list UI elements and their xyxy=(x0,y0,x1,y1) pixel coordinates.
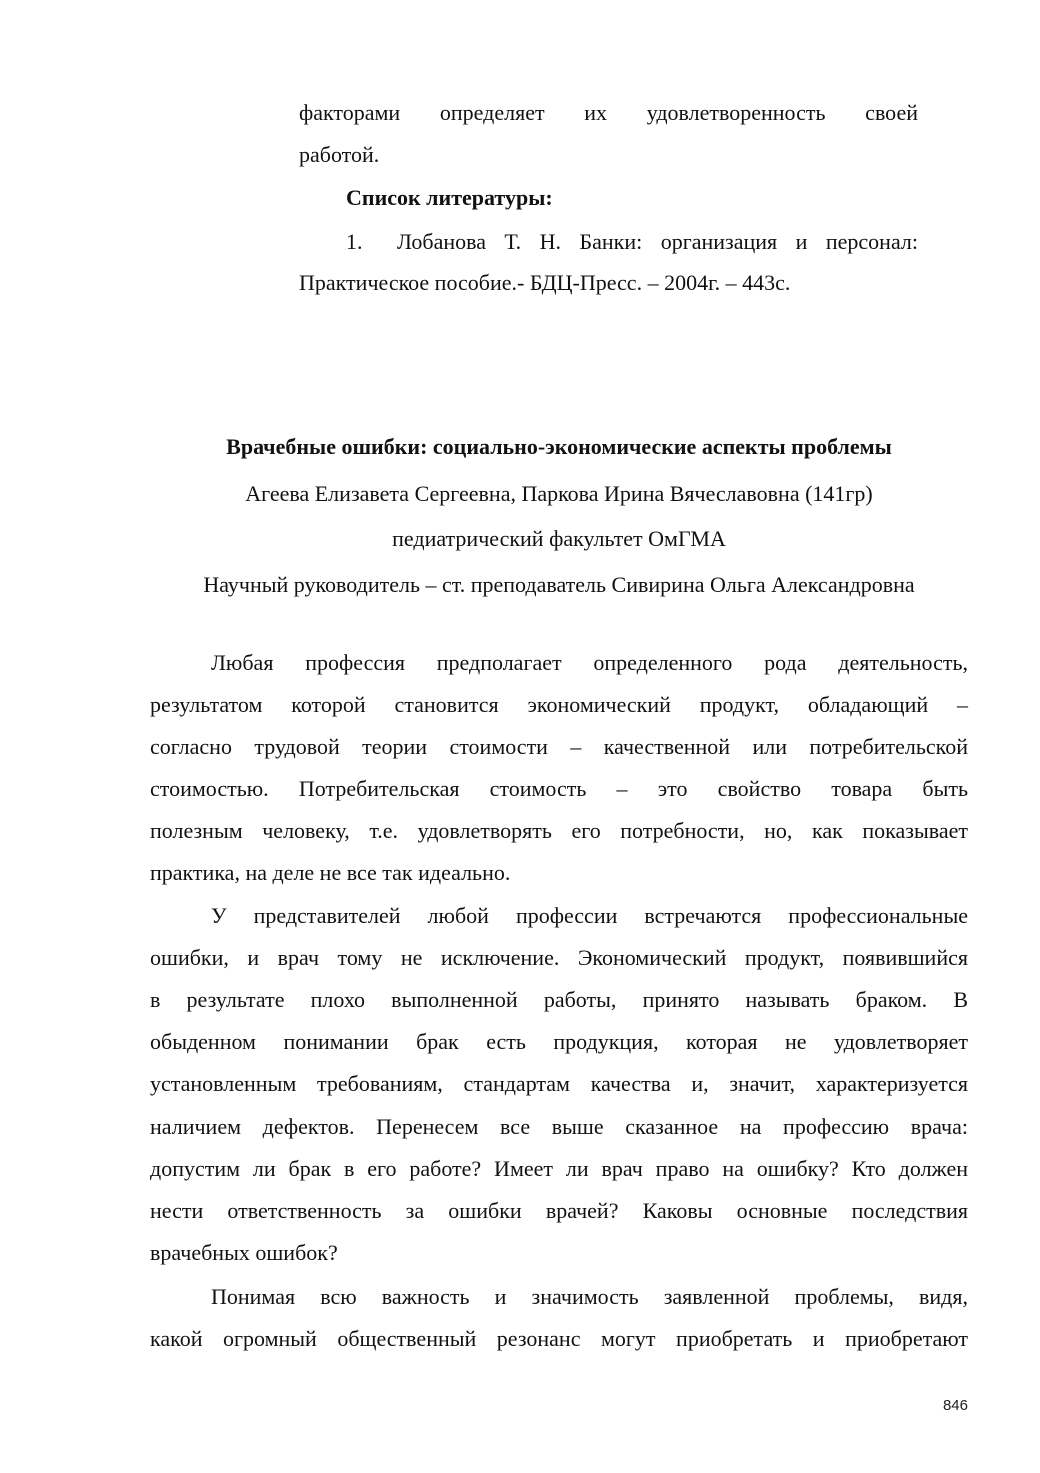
top-fragment-line-2: работой. xyxy=(299,142,380,167)
article-authors: Агеева Елизавета Сергеевна, Паркова Ирина Вячеславовна (141гр) xyxy=(245,481,873,506)
paragraph-2-line-2: ошибки, и врач тому не исключение. Экономический продукт, появившийся xyxy=(150,945,968,970)
paragraph-3-line-1: Понимая всю важность и значимость заявленной проблемы, видя, xyxy=(211,1284,968,1309)
paragraph-1-line-4: стоимостью. Потребительская стоимость – это свойство товара быть xyxy=(150,776,968,801)
paragraph-1-line-6: практика, на деле не все так идеально. xyxy=(150,860,511,885)
paragraph-2-line-7: допустим ли брак в его работе? Имеет ли врач право на ошибку? Кто должен xyxy=(150,1156,968,1181)
paragraph-2-line-8: нести ответственность за ошибки врачей? Каковы основные последствия xyxy=(150,1198,968,1223)
page-number: 846 xyxy=(942,1397,968,1414)
article-faculty: педиатрический факультет ОмГМА xyxy=(392,526,726,551)
paragraph-2-line-1: У представителей любой профессии встречаются профессиональные xyxy=(211,903,968,928)
paragraph-1-line-1: Любая профессия предполагает определенного рода деятельность, xyxy=(211,650,968,675)
reference-line-1: Лобанова Т. Н. Банки: организация и персонал: xyxy=(397,229,918,254)
paragraph-1-line-3: согласно трудовой теории стоимости – качественной или потребительской xyxy=(150,734,968,759)
paragraph-1-line-2: результатом которой становится экономический продукт, обладающий – xyxy=(150,692,968,717)
top-fragment-line-1: факторами определяет их удовлетворенность своей xyxy=(299,100,918,125)
reference-line-2: Практическое пособие.- БДЦ-Пресс. – 2004г. – 443с. xyxy=(299,270,791,295)
paragraph-2-line-3: в результате плохо выполненной работы, принято называть браком. В xyxy=(150,987,968,1012)
article-title: Врачебные ошибки: социально-экономические аспекты проблемы xyxy=(226,434,892,459)
paragraph-2-line-6: наличием дефектов. Перенесем все выше сказанное на профессию врача: xyxy=(150,1114,968,1139)
paragraph-2-line-5: установленным требованиям, стандартам качества и, значит, характеризуется xyxy=(150,1071,968,1096)
paragraph-3-line-2: какой огромный общественный резонанс могут приобретать и приобретают xyxy=(150,1326,968,1351)
paragraph-1-line-5: полезным человеку, т.е. удовлетворять его потребности, но, как показывает xyxy=(150,818,968,843)
paragraph-2-line-4: обыденном понимании брак есть продукция, которая не удовлетворяет xyxy=(150,1029,968,1054)
reference-number: 1. xyxy=(346,229,363,254)
article-supervisor: Научный руководитель – ст. преподаватель Сивирина Ольга Александровна xyxy=(203,572,915,597)
paragraph-2-line-9: врачебных ошибок? xyxy=(150,1240,338,1265)
references-heading: Список литературы: xyxy=(346,185,553,210)
